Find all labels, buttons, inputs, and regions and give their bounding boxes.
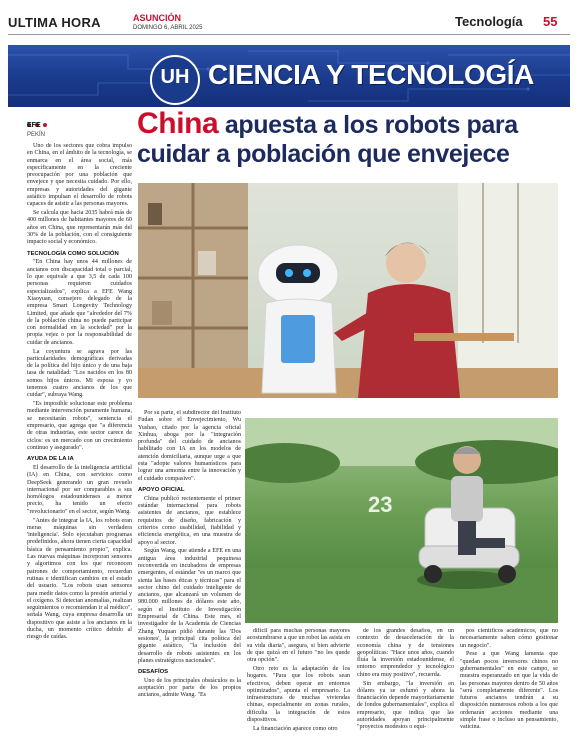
banner-title: CIENCIA Y TECNOLOGÍA xyxy=(208,59,534,90)
article-paragraph: Sin embargo, "la inversión en dólares ya se esfumó y ahora la financiación depende mayoritariamente de fondos gubernamentales", explica el empresario, que indica que las autoridades apoyan principalmente "proyectos modestos o equi- xyxy=(357,680,454,731)
article-paragraph: difícil para muchas personas mayores acostumbrarse a que un robot las asista en su vida diaria", asegura, si bien advierte de que quizá en el futuro "no les quede otra opción". xyxy=(247,628,350,664)
subheading: APOYO OFICIAL xyxy=(138,486,185,493)
article-column-2 xyxy=(138,410,241,748)
headline-line-2: cuidar a población que envejece xyxy=(137,140,510,168)
photo-robot-elderly-woman xyxy=(138,183,558,398)
article-paragraph: La financiación aparece como otro xyxy=(253,725,338,732)
article-column-4 xyxy=(357,628,454,748)
banner-logo: UH xyxy=(160,66,190,88)
byline-place: PEKÍN xyxy=(27,132,46,138)
article-paragraph: Se calcula que hacia 2035 habrá más de 400 millones de habitantes mayores de 60 años en China, que representarán más del 30% de la población, con el consiguiente impacto social y económico. xyxy=(27,210,132,246)
header-divider xyxy=(8,34,570,35)
article-paragraph: "Antes de integrar la IA, los robots eran meras máquinas sin verdadera 'inteligencia'. Solo ejecutaban programas predefinidos, ahora tienen cierta capacidad básica de pensamiento propio", explica. Las nuevas máquinas incorporan sensores y algoritmos con los que reconocen patrones de comportamiento, recuerdan rutinas e identifican cambios en el estado del usuario. "Los robots usan sensores para medir datos como la presión arterial y el oxígeno. Si detectan anomalías, realizan seguimientos o recomiendan ir al médico", señala Wang, cuya empresa desarrolla un dispositivo que asiste a los ancianos en la ducha, un momento crítico debido al riesgo de caídas. xyxy=(27,517,132,641)
article-paragraph: Otro reto es la adaptación de los hogares. "Para que los robots sean efectivos, deben operar en entornos optimizados", apunta el empresario. La infraestructura de muchas viviendas chinas, especialmente en zonas rurales, dificulta la integración de estos dispositivos. xyxy=(247,665,350,724)
photo-scene xyxy=(138,183,558,398)
section-name: ULTIMA HORA xyxy=(8,15,101,30)
byline-agency: EFE xyxy=(27,122,41,129)
article-paragraph: de los grandes desafíos, en un contexto de desaceleración de la economía china y de tensiones geopolíticas: "Hace unos años, cuando fluía la inversión estadounidense, el entorno emprendedor y tecnológico chino era muy positivo", recuerda. xyxy=(357,628,454,678)
article-paragraph: "En China hay unos 44 millones de ancianos con discapacidad total o parcial, lo que equivale a que 3,5 de cada 100 personas requieren cuidados especializados", explica a EFE Wang Xiaoyuan, consejero delegado de la empresa Smart Longevity Technology Limited, que añade que "alrededor del 7% de la población china no puede participar con normalidad en la sociedad" por la propia vejez o por la responsabilidad de cuidar de ancianos. xyxy=(27,259,132,346)
article-paragraph: La coyuntura se agrava por las particularidades demográficas derivadas de la política del hijo único y de una baja tasa de natalidad: "Los nacidos en los 80 somos hijos únicos. Mi esposa y yo tenemos cuatro ancianos de los que cuidar", subraya Wang. xyxy=(27,348,132,399)
subheading: TECNOLOGÍA COMO SOLUCIÓN xyxy=(27,250,119,257)
header-city: ASUNCIÓN xyxy=(133,13,182,23)
page-number: 55 xyxy=(543,14,558,29)
headline-lead-word: China xyxy=(137,107,219,140)
header-category: Tecnología xyxy=(455,14,523,29)
article-column-5 xyxy=(460,628,558,748)
photo-scene-2 xyxy=(245,418,558,623)
article-paragraph: China publicó recientemente el primer estándar internacional para robots asistentes de ancianos, que establece requisitos de diseño, fabricación y criterios como usabilidad, fiabilidad y eficiencia energética, en una muestra de apoyo al sector. xyxy=(138,495,241,546)
headline-line-1-text: apuesta a los robots para xyxy=(218,111,518,139)
subheading: DESAFÍOS xyxy=(138,669,169,676)
photo-overlay-number: 23 xyxy=(368,492,393,517)
article-paragraph: El desarrollo de la inteligencia artificial (IA) en China, con servicios como DeepSeek generando un gran revuelo internacional por ser comparables a sus homólogos estadounidenses a menor precio, ha tenido un efecto "revolucionario" en el sector, según Wang. xyxy=(27,464,132,515)
article-paragraph: Uno de los principales obstáculos es la aceptación por parte de los propios ancianos, admite Wang. "Es xyxy=(138,677,241,699)
headline xyxy=(137,109,577,169)
article-paragraph: Según Wang, que atiende a EFE en una antigua área industrial pequinesa reconvertida en incubadora de empresas emergentes, el estándar "es un marco que sienta las bases éticas y técnicas" para el sector chino del cuidado inteligente de ancianos, que alcanzará un volumen de 980.000 millones de dólares este año, según el Instituto de Investigación Empresarial de China. Este mes, el investigador de la Academia de Ciencias Zhang Yuquan pidió durante las 'Dos sesiones', la principal cita política del gigante asiático, "la inclusión del desarrollo de robots asistentes en los planes estratégicos nacionales". xyxy=(138,548,241,664)
headline-line-1 xyxy=(137,109,577,140)
article-column-1 xyxy=(27,143,132,748)
article-paragraph: Por su parte, el subdirector del Instituto Fudan sobre el Envejecimiento, Wu Yushao, citado por la agencia oficial Xinhua, aboga por la "integración profunda" del cuidado de ancianos habilitado con IA en los modelos de atención domiciliaria, aunque urge a que esta "adopte valores humanísticos para lograr una armonía entre la innovación y el cuidado compasivo". xyxy=(138,410,241,482)
subheading: AYUDA DE LA IA xyxy=(27,456,74,463)
article-paragraph: pos científicos académicos, que no necesariamente saben cómo gestionar un negocio". xyxy=(460,628,558,649)
photo-man-wheelchair xyxy=(245,418,558,623)
article-column-3 xyxy=(247,628,350,748)
article-paragraph: Pese a que Wang lamenta que "quedan pocos inversores chinos no gubernamentales" en este campo, se muestra esperanzado en que la vida de las personas mayores dentro de 50 años "será completamente diferente". Los futuros ancianos tendrán a su disposición numerosos robots a los que ordenarán acciones mediante una simple frase o incluso un pensamiento, vaticina. xyxy=(460,651,558,731)
header-date: DOMINGO 6, ABRIL 2025 xyxy=(133,25,203,31)
section-banner xyxy=(8,45,570,107)
article-paragraph: "Es imposible solucionar este problema mediante intervención puramente humana, se necesitarán robots", sentencia el empresario, que agrega que "a diferencia de otras industrias, este sector carece de ciclos: es un mercado con un crecimiento continuo y asegurado". xyxy=(27,401,132,451)
article-paragraph: Uno de los sectores que cobra impulso en China, en el ámbito de la tecnología, se enmarca en el área social, más específicamente en la creciente preocupación por una población que envejece y que necesita cuidado. Por ello, empresas y autoridades del gigante asiático impulsan el desarrollo de robots capaces de asistir a las personas mayores. xyxy=(27,143,132,208)
